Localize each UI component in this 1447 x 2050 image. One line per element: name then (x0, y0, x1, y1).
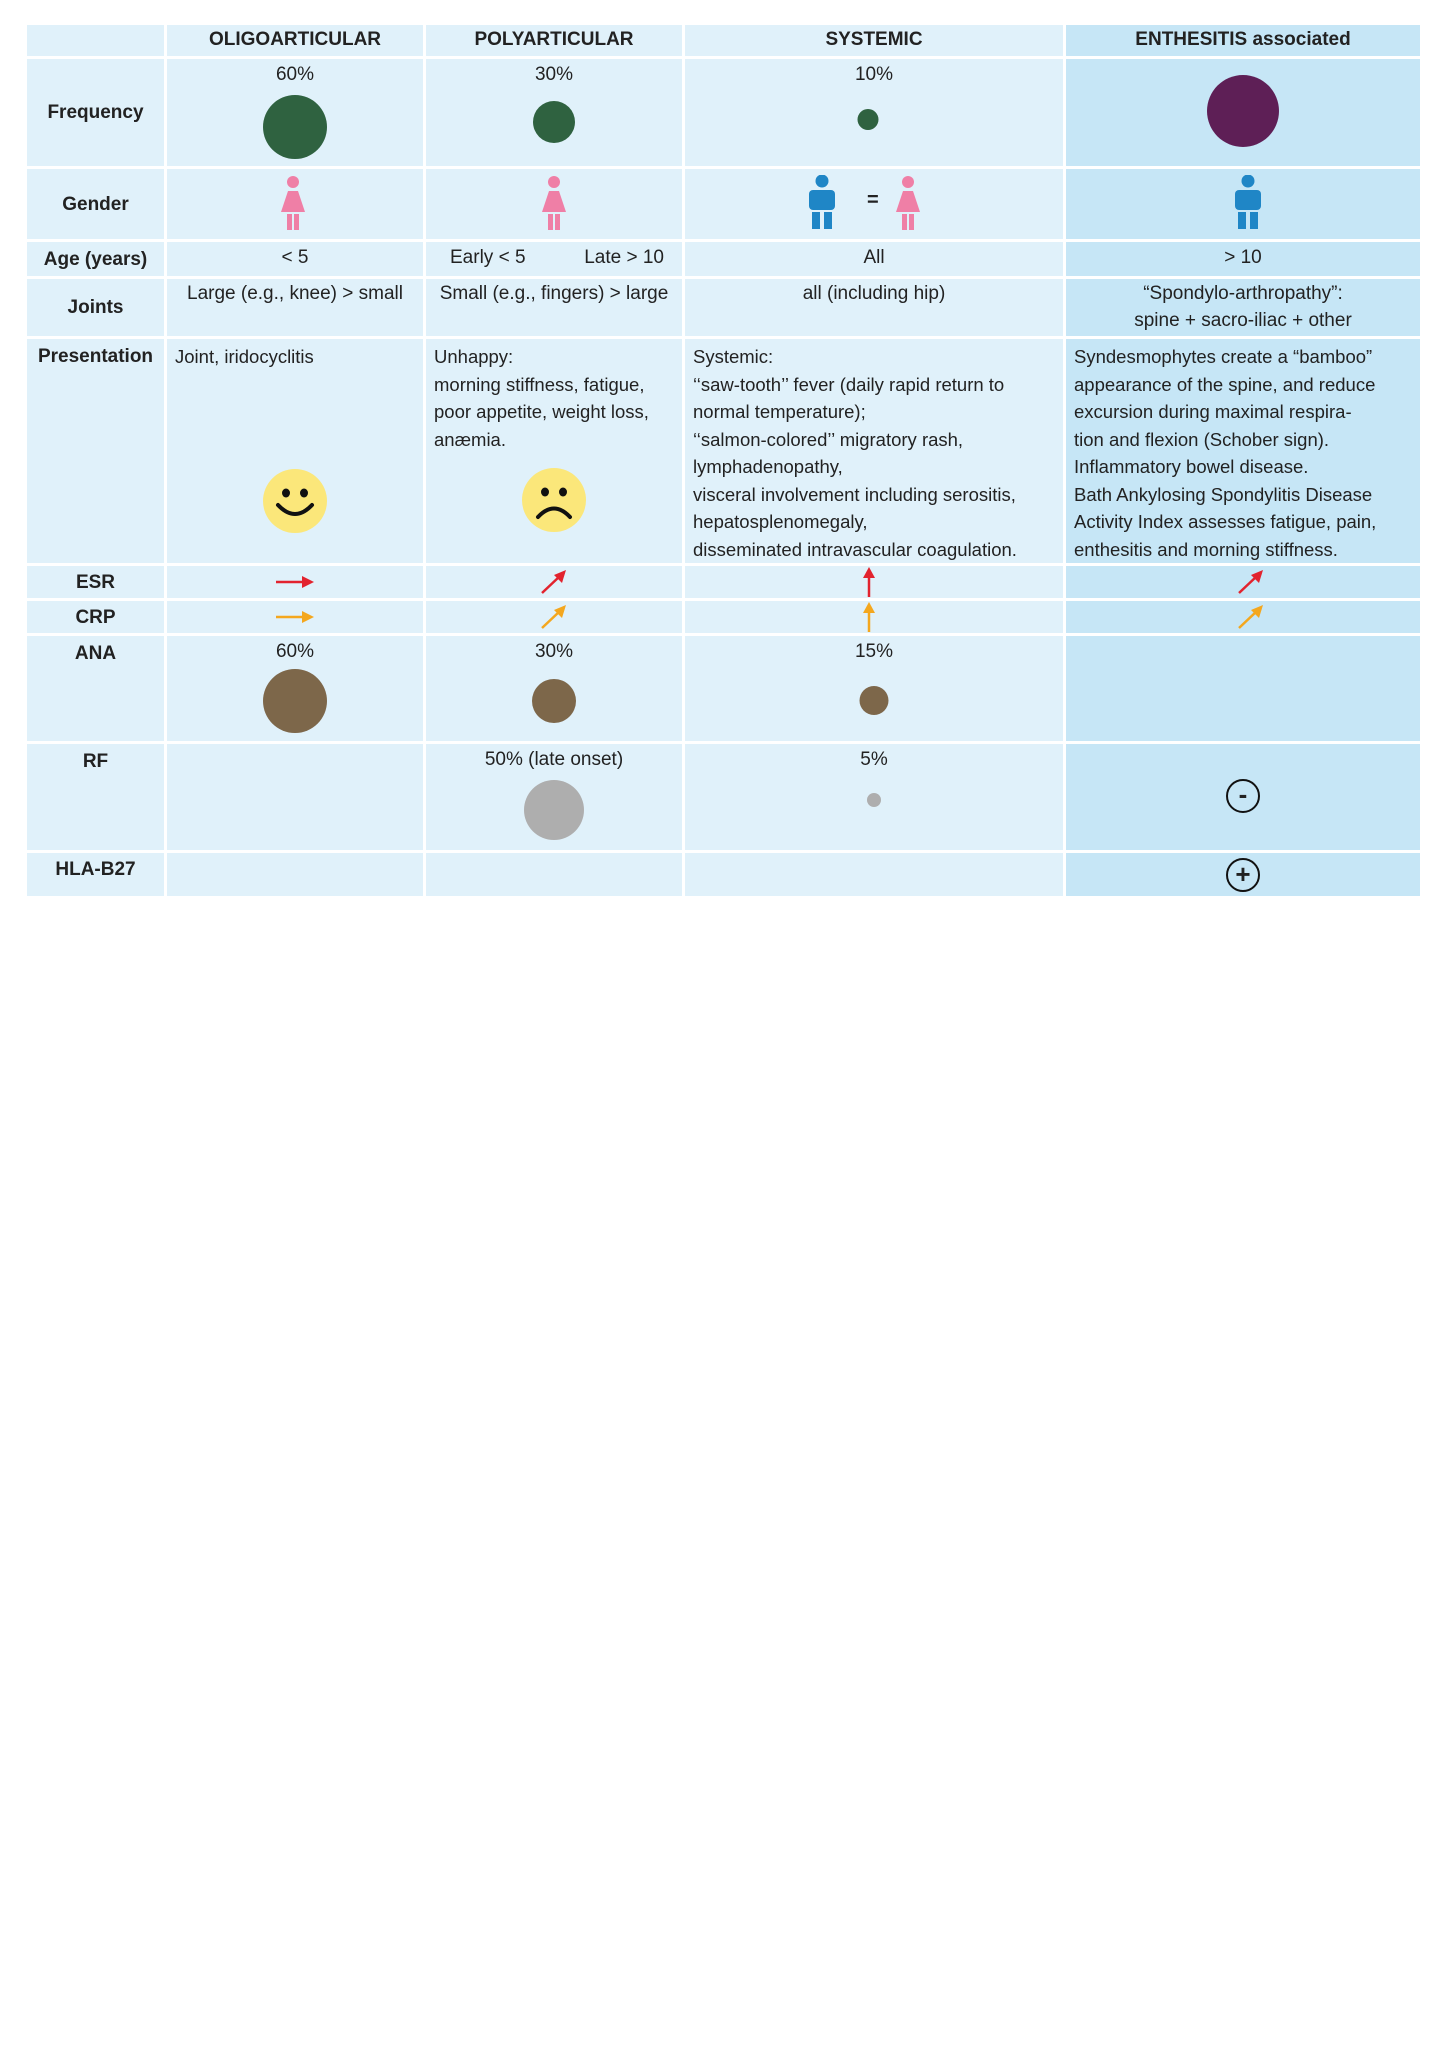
esr-row (27, 566, 1420, 601)
gender-row (27, 169, 1420, 242)
happy-face-icon (262, 468, 328, 534)
joints-enthesitis-line2: spine + sacro-iliac + other (1134, 310, 1352, 331)
frequency-systemic-circle (858, 109, 879, 130)
esr-enthesitis-cell (1066, 566, 1420, 598)
female-icon (893, 176, 923, 232)
plus-circle-icon: + (1226, 858, 1260, 892)
hla-label: HLA-B27 (27, 853, 167, 896)
presentation-systemic-line: Systemic: (693, 346, 774, 367)
esr-poly-cell (426, 566, 685, 598)
age-enthesitis: > 10 (1066, 242, 1420, 276)
presentation-systemic-line: ‘‘saw-tooth’’ fever (daily rapid return to (693, 373, 1005, 395)
rf-poly-cell (426, 744, 685, 850)
frequency-poly-circle (533, 101, 575, 143)
ana-poly-circle (532, 679, 576, 723)
rf-enthesitis-cell (1066, 744, 1420, 850)
hla-systemic-cell (685, 853, 1066, 896)
arrow-right-icon (274, 574, 316, 590)
minus-circle-icon: - (1226, 779, 1260, 813)
female-icon (278, 176, 308, 232)
rf-poly-value: 50% (late onset) (484, 749, 624, 770)
ana-oligo-value: 60% (275, 641, 315, 662)
presentation-poly-line: anæmia. (434, 428, 506, 450)
presentation-enthesitis-line: Bath Ankylosing Spondylitis Disease (1074, 483, 1373, 505)
rf-oligo-cell (167, 744, 426, 850)
age-oligo: < 5 (167, 242, 426, 276)
hla-poly-cell (426, 853, 685, 896)
arrow-up-right-icon (1236, 568, 1266, 596)
frequency-oligo-cell (167, 59, 426, 166)
frequency-systemic-cell (685, 59, 1066, 166)
ana-systemic-circle (860, 686, 889, 715)
arrow-right-icon (274, 609, 316, 625)
presentation-row (27, 339, 1420, 566)
gender-equals-sign: = (867, 189, 879, 211)
presentation-enthesitis-line: tion and flexion (Schober sign). (1074, 428, 1330, 450)
presentation-label: Presentation (27, 339, 167, 563)
age-poly-cell (426, 242, 685, 276)
joints-oligo: Large (e.g., knee) > small (167, 279, 426, 336)
frequency-oligo-value: 60% (275, 64, 315, 85)
presentation-poly-text (426, 339, 682, 457)
rf-row (27, 744, 1420, 853)
presentation-enthesitis-text (1066, 339, 1420, 567)
gender-oligo-cell (167, 169, 426, 239)
presentation-enthesitis-line: Activity Index assesses fatigue, pain, (1074, 511, 1377, 532)
ana-oligo-cell (167, 636, 426, 741)
age-poly-late: Late > 10 (584, 247, 664, 268)
header-enthesitis: ENTHESITIS associated (1066, 25, 1420, 56)
ana-enthesitis-cell (1066, 636, 1420, 741)
presentation-systemic-text (685, 339, 1063, 567)
presentation-systemic-line: normal temperature); (693, 401, 866, 422)
arrow-up-right-icon (1236, 603, 1266, 631)
presentation-enthesitis-line: appearance of the spine, and reduce (1074, 373, 1376, 395)
presentation-enthesitis-line: excursion during maximal respira- (1074, 401, 1352, 422)
presentation-systemic-line: ‘‘salmon-colored’’ migratory rash, (693, 428, 964, 450)
frequency-systemic-value: 10% (854, 64, 894, 85)
presentation-enthesitis-line: enthesitis and morning stiffness. (1074, 538, 1338, 560)
ana-oligo-circle (263, 669, 327, 733)
presentation-enthesitis-cell (1066, 339, 1420, 563)
esr-systemic-cell (685, 566, 1066, 598)
crp-row (27, 601, 1420, 636)
header-systemic: SYSTEMIC (685, 25, 1066, 56)
frequency-oligo-circle (263, 95, 327, 159)
header-polyarticular: POLYARTICULAR (426, 25, 685, 56)
presentation-oligo-text: Joint, iridocyclitis (175, 346, 314, 367)
jia-comparison-table (27, 25, 1420, 896)
ana-systemic-cell (685, 636, 1066, 741)
crp-poly-cell (426, 601, 685, 633)
arrow-up-right-icon (539, 603, 569, 631)
joints-enthesitis-line1: “Spondylo-arthropathy”: (1143, 283, 1343, 304)
frequency-enthesitis-cell (1066, 59, 1420, 166)
presentation-systemic-line: disseminated intravascular coagulation. (693, 538, 1017, 560)
hla-enthesitis-cell (1066, 853, 1420, 896)
age-poly-early: Early < 5 (450, 247, 526, 268)
header-row (27, 25, 1420, 59)
ana-poly-cell (426, 636, 685, 741)
presentation-systemic-line: hepatosplenomegaly, (693, 511, 868, 532)
crp-systemic-cell (685, 601, 1066, 633)
joints-label: Joints (27, 279, 167, 336)
frequency-label: Frequency (27, 59, 167, 166)
presentation-systemic-cell (685, 339, 1066, 563)
joints-systemic: all (including hip) (685, 279, 1066, 336)
gender-systemic-cell (685, 169, 1066, 239)
gender-label: Gender (27, 169, 167, 239)
female-icon (539, 176, 569, 232)
corner-cell (27, 25, 167, 56)
presentation-enthesitis-line: Syndesmophytes create a “bamboo” (1074, 346, 1373, 367)
presentation-poly-line: poor appetite, weight loss, (434, 401, 649, 422)
rf-poly-circle (524, 780, 584, 840)
hla-oligo-cell (167, 853, 426, 896)
frequency-row (27, 59, 1420, 169)
gender-poly-cell (426, 169, 685, 239)
crp-oligo-cell (167, 601, 426, 633)
header-oligoarticular: OLIGOARTICULAR (167, 25, 426, 56)
presentation-poly-line: morning stiffness, fatigue, (434, 373, 645, 395)
presentation-systemic-line: lymphadenopathy, (693, 456, 843, 477)
rf-systemic-value: 5% (860, 749, 888, 770)
frequency-poly-cell (426, 59, 685, 166)
age-label: Age (years) (27, 242, 167, 276)
esr-oligo-cell (167, 566, 426, 598)
rf-systemic-circle (867, 793, 881, 807)
ana-systemic-value: 15% (854, 641, 894, 662)
gender-enthesitis-cell (1066, 169, 1420, 239)
presentation-poly-line: Unhappy: (434, 346, 514, 367)
ana-row (27, 636, 1420, 744)
presentation-oligo-cell (167, 339, 426, 563)
frequency-enthesitis-circle (1207, 75, 1279, 147)
presentation-enthesitis-line: Inflammatory bowel disease. (1074, 456, 1309, 477)
male-icon (807, 175, 837, 231)
esr-label: ESR (27, 566, 167, 598)
sad-face-icon (521, 467, 587, 533)
joints-enthesitis-cell (1066, 279, 1420, 336)
crp-label: CRP (27, 601, 167, 633)
rf-label: RF (27, 744, 167, 850)
arrow-up-right-icon (539, 568, 569, 596)
male-icon (1233, 175, 1263, 231)
ana-poly-value: 30% (534, 641, 574, 662)
frequency-poly-value: 30% (534, 64, 574, 85)
arrow-up-icon (861, 566, 877, 598)
age-systemic: All (685, 242, 1066, 276)
joints-poly: Small (e.g., fingers) > large (426, 279, 685, 336)
ana-label: ANA (27, 636, 167, 741)
arrow-up-icon (861, 601, 877, 633)
hla-row (27, 853, 1420, 896)
age-row (27, 242, 1420, 279)
crp-enthesitis-cell (1066, 601, 1420, 633)
presentation-poly-cell (426, 339, 685, 563)
presentation-systemic-line: visceral involvement including serositis, (693, 483, 1016, 505)
joints-row (27, 279, 1420, 339)
rf-systemic-cell (685, 744, 1066, 850)
